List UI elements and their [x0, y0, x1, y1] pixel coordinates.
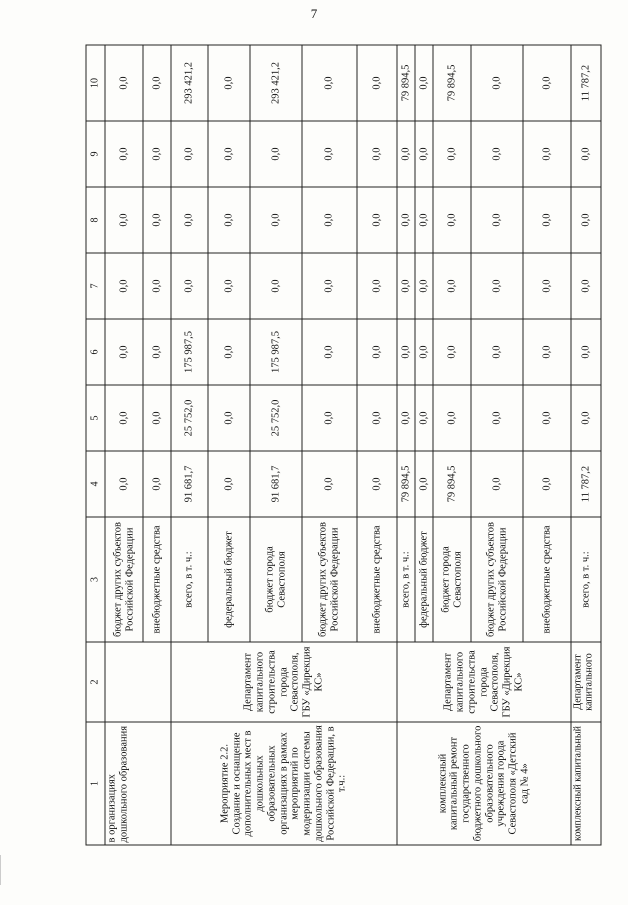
value-cell: 175 987,5 [250, 319, 302, 385]
col-header: 9 [86, 121, 105, 187]
value-cell: 0,0 [357, 121, 397, 187]
row-source: федеральный бюджет [208, 517, 250, 642]
value-cell: 0,0 [523, 45, 571, 121]
value-cell: 0,0 [302, 121, 357, 187]
value-cell: 0,0 [171, 121, 208, 187]
col-header: 3 [86, 517, 105, 642]
value-cell: 0,0 [250, 121, 302, 187]
value-cell: 0,0 [208, 319, 250, 385]
value-cell: 0,0 [415, 187, 433, 253]
value-cell: 11 787,2 [571, 45, 601, 121]
value-cell: 0,0 [302, 253, 357, 319]
value-cell: 0,0 [171, 253, 208, 319]
value-cell: 0,0 [357, 451, 397, 517]
row-label: комплексный капитальный [571, 722, 601, 845]
value-cell: 79 894,5 [397, 451, 415, 517]
value-cell: 0,0 [433, 187, 471, 253]
value-cell: 0,0 [523, 187, 571, 253]
value-cell: 0,0 [397, 121, 415, 187]
value-cell: 0,0 [471, 187, 523, 253]
value-cell: 0,0 [471, 253, 523, 319]
value-cell: 0,0 [143, 121, 171, 187]
value-cell: 0,0 [433, 121, 471, 187]
value-cell: 0,0 [143, 253, 171, 319]
value-cell: 0,0 [415, 319, 433, 385]
value-cell: 0,0 [523, 451, 571, 517]
value-cell: 0,0 [523, 253, 571, 319]
col-header: 1 [86, 722, 105, 845]
value-cell: 0,0 [571, 385, 601, 451]
value-cell: 0,0 [105, 451, 143, 517]
value-cell: 0,0 [302, 385, 357, 451]
value-cell: 25 752,0 [171, 385, 208, 451]
value-cell: 0,0 [471, 121, 523, 187]
value-cell: 175 987,5 [171, 319, 208, 385]
value-cell: 0,0 [471, 451, 523, 517]
value-cell: 0,0 [357, 385, 397, 451]
header-row [86, 45, 105, 845]
row-executor: Департамент капитального строительства города Севастополя, ГБУ «Дирекция КС» [397, 642, 571, 722]
table-row [105, 45, 143, 845]
value-cell: 0,0 [397, 253, 415, 319]
row-source: бюджет других субъектов Российской Федерации [471, 517, 523, 642]
value-cell: 25 752,0 [250, 385, 302, 451]
row-label: Мероприятие 2.2. Создание и оснащение дополнительных мест в дошкольных образовательных организациях в рамках мероприятий по модернизации системы дошкольного образования Российской Федерации, в т.ч.: [171, 722, 397, 845]
value-cell: 11 787,2 [571, 451, 601, 517]
value-cell: 0,0 [415, 253, 433, 319]
row-executor: Департамент капитального строительства города Севастополя, ГБУ «Дирекция КС» [171, 642, 397, 722]
value-cell: 0,0 [397, 319, 415, 385]
value-cell: 0,0 [471, 45, 523, 121]
value-cell: 91 681,7 [171, 451, 208, 517]
value-cell: 0,0 [471, 319, 523, 385]
value-cell: 0,0 [523, 319, 571, 385]
value-cell: 0,0 [250, 187, 302, 253]
value-cell: 0,0 [415, 385, 433, 451]
value-cell: 0,0 [415, 451, 433, 517]
row-label: комплексный капитальный ремонт государственного бюджетного дошкольного образовательного учреждения города Севастополя «Детский сад № 4» [397, 722, 571, 845]
row-source: бюджет других субъектов Российской Федерации [302, 517, 357, 642]
value-cell: 0,0 [105, 187, 143, 253]
row-source: внебюджетные средства [357, 517, 397, 642]
value-cell: 0,0 [415, 45, 433, 121]
value-cell: 0,0 [143, 451, 171, 517]
value-cell: 0,0 [302, 45, 357, 121]
value-cell: 0,0 [357, 187, 397, 253]
value-cell: 79 894,5 [433, 451, 471, 517]
value-cell: 0,0 [105, 121, 143, 187]
value-cell: 0,0 [571, 253, 601, 319]
value-cell: 0,0 [415, 121, 433, 187]
value-cell: 0,0 [143, 45, 171, 121]
value-cell: 0,0 [433, 253, 471, 319]
value-cell: 0,0 [571, 187, 601, 253]
value-cell: 0,0 [357, 253, 397, 319]
value-cell: 79 894,5 [433, 45, 471, 121]
table-row [171, 45, 208, 845]
table-row [571, 45, 601, 845]
value-cell: 0,0 [105, 319, 143, 385]
value-cell: 293 421,2 [250, 45, 302, 121]
col-header: 4 [86, 451, 105, 517]
value-cell: 0,0 [397, 187, 415, 253]
value-cell: 0,0 [471, 385, 523, 451]
col-header: 8 [86, 187, 105, 253]
table-row [397, 45, 415, 845]
value-cell: 0,0 [208, 121, 250, 187]
row-source: внебюджетные средства [523, 517, 571, 642]
value-cell: 79 894,5 [397, 45, 415, 121]
row-source: всего, в т. ч.: [171, 517, 208, 642]
value-cell: 0,0 [302, 187, 357, 253]
value-cell: 0,0 [357, 319, 397, 385]
value-cell: 0,0 [208, 451, 250, 517]
row-source: всего, в т. ч.: [571, 517, 601, 642]
value-cell: 0,0 [143, 319, 171, 385]
value-cell: 0,0 [105, 45, 143, 121]
budget-table-rotated [85, 45, 595, 845]
row-source: бюджет города Севастополя [433, 517, 471, 642]
value-cell: 0,0 [433, 385, 471, 451]
row-executor: Департамент капитального [571, 642, 601, 722]
value-cell: 0,0 [143, 187, 171, 253]
value-cell: 0,0 [208, 385, 250, 451]
col-header: 7 [86, 253, 105, 319]
value-cell: 0,0 [302, 319, 357, 385]
row-label: в организациях дошкольного образования [105, 722, 171, 845]
col-header: 5 [86, 385, 105, 451]
value-cell: 0,0 [208, 253, 250, 319]
budget-table [85, 44, 601, 845]
row-source: внебюджетные средства [143, 517, 171, 642]
value-cell: 0,0 [171, 187, 208, 253]
row-source: бюджет других субъектов Российской Федерации [105, 517, 143, 642]
value-cell: 0,0 [208, 187, 250, 253]
col-header: 10 [86, 45, 105, 121]
value-cell: 0,0 [105, 385, 143, 451]
page-number: 7 [310, 6, 318, 21]
value-cell: 0,0 [357, 45, 397, 121]
value-cell: 0,0 [250, 253, 302, 319]
value-cell: 0,0 [523, 385, 571, 451]
value-cell: 0,0 [208, 45, 250, 121]
col-header: 6 [86, 319, 105, 385]
value-cell: 91 681,7 [250, 451, 302, 517]
value-cell: 0,0 [302, 451, 357, 517]
value-cell: 0,0 [571, 319, 601, 385]
value-cell: 0,0 [571, 121, 601, 187]
col-header: 2 [86, 642, 105, 722]
value-cell: 0,0 [397, 385, 415, 451]
value-cell: 293 421,2 [171, 45, 208, 121]
row-source: федеральный бюджет [415, 517, 433, 642]
value-cell: 0,0 [105, 253, 143, 319]
scan-edge-mark [0, 855, 1, 885]
row-executor [105, 642, 171, 722]
row-source: всего, в т. ч.: [397, 517, 415, 642]
value-cell: 0,0 [143, 385, 171, 451]
row-source: бюджет города Севастополя [250, 517, 302, 642]
value-cell: 0,0 [523, 121, 571, 187]
value-cell: 0,0 [433, 319, 471, 385]
